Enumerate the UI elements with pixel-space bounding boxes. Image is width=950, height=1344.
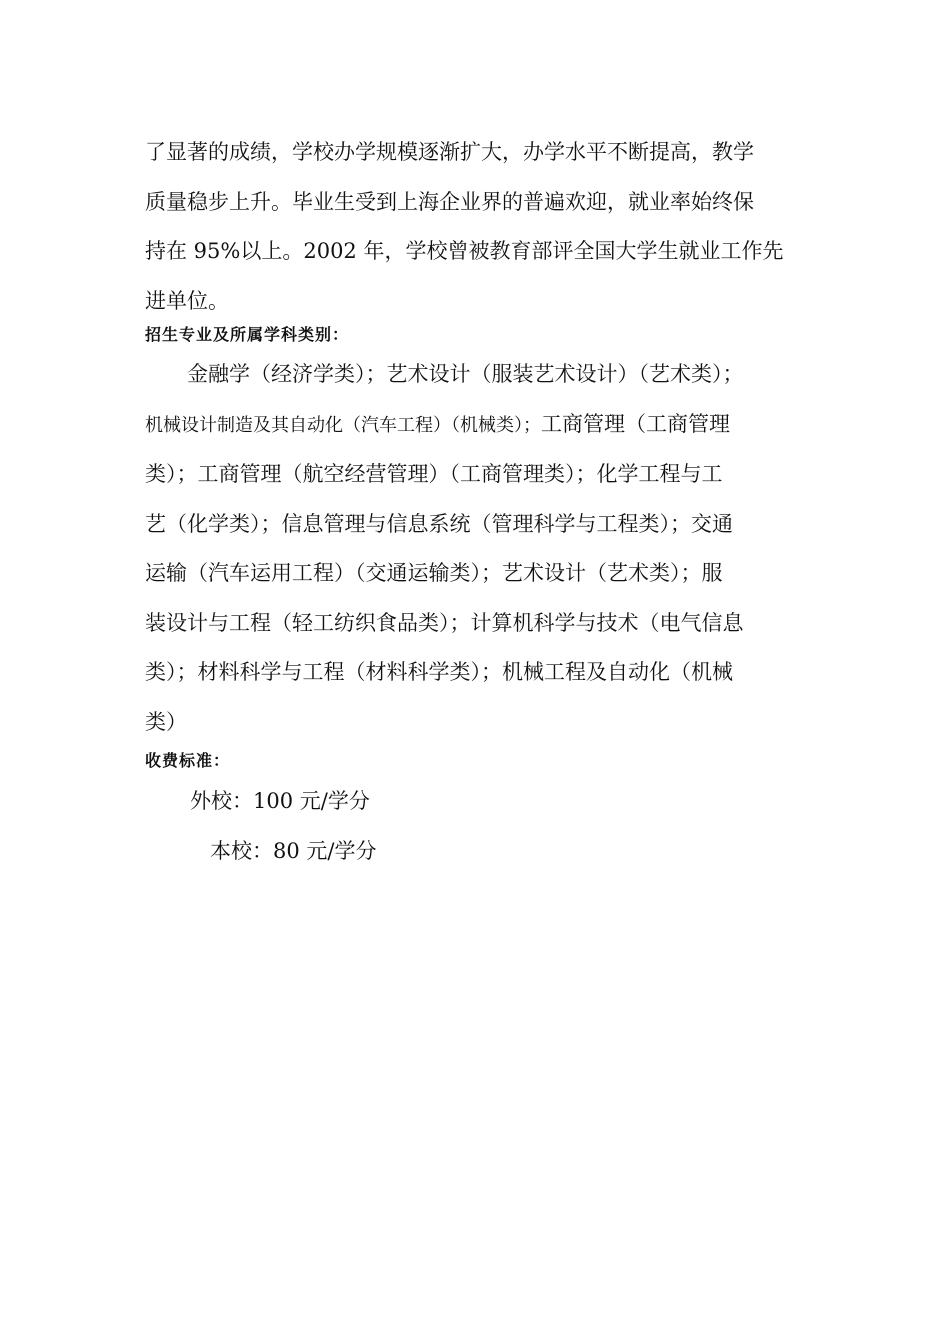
fee-inside-school: 本校：80 元/学分 (210, 839, 377, 863)
majors-line: 类）；工商管理（航空经营管理）（工商管理类）；化学工程与工 (145, 462, 723, 486)
intro-paragraph (145, 128, 813, 326)
fee-outside-school: 外校：100 元/学分 (190, 789, 370, 813)
intro-line: 持在 95%以上。2002 年，学校曾被教育部评全国大学生就业工作先 (145, 239, 784, 263)
majors-line-rest-part: 工商管理（工商管理 (541, 411, 730, 436)
majors-line (145, 400, 813, 451)
majors-line: 金融学（经济学类）；艺术设计（服装艺术设计）（艺术类）； (187, 362, 744, 386)
majors-line: 类）；材料科学与工程（材料科学类）；机械工程及自动化（机械 (145, 660, 733, 684)
intro-line: 了显著的成绩，学校办学规模逐渐扩大，办学水平不断提高，教学 (145, 140, 754, 164)
majors-line: 运输（汽车运用工程）（交通运输类）；艺术设计（艺术类）；服 (145, 561, 723, 585)
majors-line-small-part: 机械设计制造及其自动化（汽车工程）（机械类）； (145, 414, 541, 436)
majors-line: 艺（化学类）；信息管理与信息系统（管理科学与工程类）；交通 (145, 511, 733, 536)
majors-line: 类） (145, 709, 187, 734)
intro-line: 质量稳步上升。毕业生受到上海企业界的普遍欢迎，就业率始终保 (145, 189, 754, 214)
majors-paragraph (145, 350, 813, 747)
intro-line: 进单位。 (145, 288, 229, 313)
fees-heading: 收费标准： (145, 751, 231, 770)
majors-line: 装设计与工程（轻工纺织食品类）；计算机科学与技术（电气信息 (145, 610, 744, 635)
majors-heading: 招生专业及所属学科类别： (145, 325, 350, 344)
